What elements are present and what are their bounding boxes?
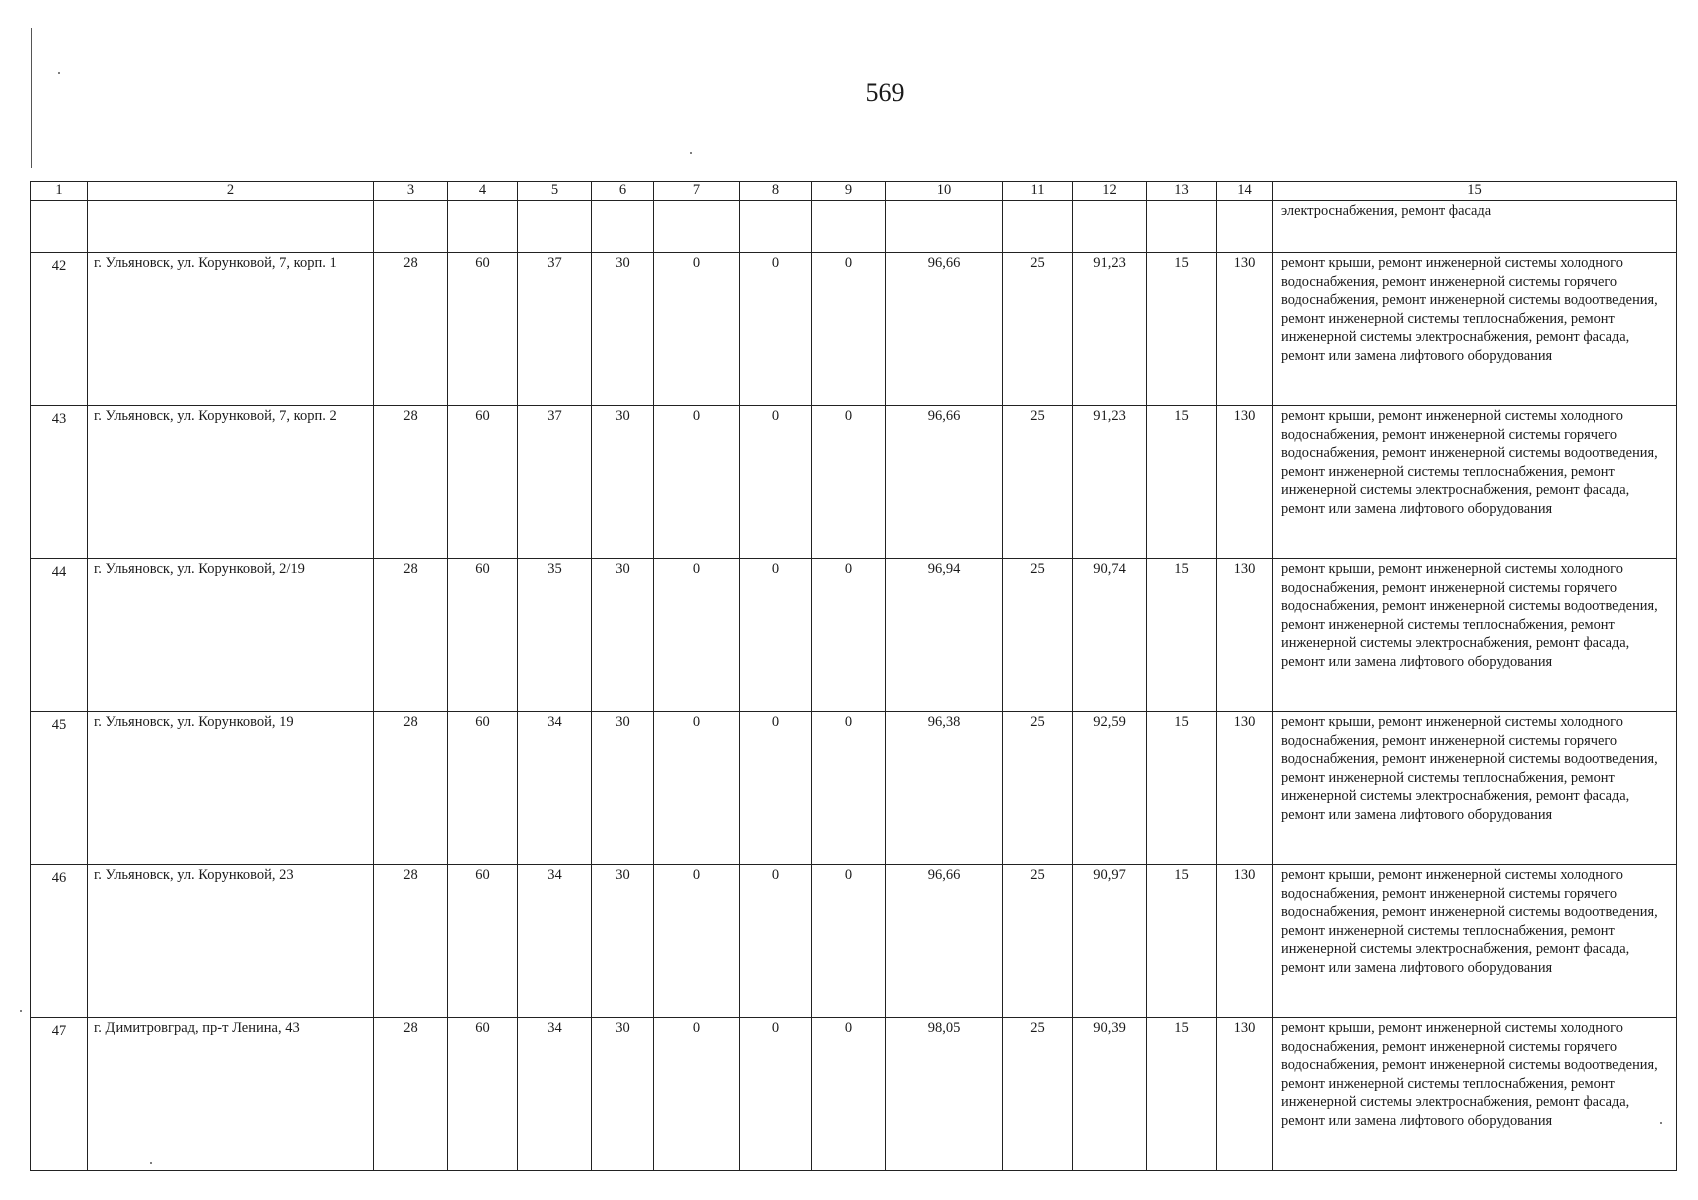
value-cell-c3: 28 xyxy=(374,1018,448,1171)
header-cell: 15 xyxy=(1273,182,1677,201)
value-cell-c5: 34 xyxy=(518,865,592,1018)
header-cell: 2 xyxy=(88,182,374,201)
header-cell: 1 xyxy=(31,182,88,201)
value-cell-c4: 60 xyxy=(448,865,518,1018)
empty-cell xyxy=(654,201,740,253)
value-cell-c5: 37 xyxy=(518,406,592,559)
header-cell: 8 xyxy=(740,182,812,201)
header-cell: 9 xyxy=(812,182,886,201)
table-row xyxy=(31,865,1677,1018)
value-cell-c5: 35 xyxy=(518,559,592,712)
value-cell-c4: 60 xyxy=(448,712,518,865)
value-cell-c10: 96,66 xyxy=(886,865,1003,1018)
value-cell-c12: 92,59 xyxy=(1073,712,1147,865)
row-number-cell: 46 xyxy=(31,865,88,1018)
value-cell-c12: 91,23 xyxy=(1073,253,1147,406)
value-cell-c11: 25 xyxy=(1003,1018,1073,1171)
value-cell-c3: 28 xyxy=(374,253,448,406)
header-cell: 10 xyxy=(886,182,1003,201)
scan-speck xyxy=(20,1010,22,1012)
value-cell-c10: 96,66 xyxy=(886,253,1003,406)
scan-speck xyxy=(58,72,60,74)
value-cell-c4: 60 xyxy=(448,253,518,406)
value-cell-c12: 91,23 xyxy=(1073,406,1147,559)
header-cell: 7 xyxy=(654,182,740,201)
value-cell-c4: 60 xyxy=(448,559,518,712)
value-cell-c8: 0 xyxy=(740,559,812,712)
value-cell-c11: 25 xyxy=(1003,865,1073,1018)
value-cell-c5: 34 xyxy=(518,712,592,865)
header-cell: 5 xyxy=(518,182,592,201)
value-cell-c13: 15 xyxy=(1147,559,1217,712)
empty-cell xyxy=(740,201,812,253)
works-cell: ремонт крыши, ремонт инженерной системы холодного водоснабжения, ремонт инженерной системы горячего водоснабжения, ремонт инженерной системы водоотведения, ремонт инженерной системы теплоснабжения, ремонт инженерной системы электроснабжения, ремонт фасада, ремонт или замена лифтового оборудования xyxy=(1273,406,1677,559)
value-cell-c3: 28 xyxy=(374,559,448,712)
header-cell: 4 xyxy=(448,182,518,201)
value-cell-c12: 90,97 xyxy=(1073,865,1147,1018)
value-cell-c14: 130 xyxy=(1217,406,1273,559)
value-cell-c7: 0 xyxy=(654,712,740,865)
empty-cell xyxy=(374,201,448,253)
empty-cell xyxy=(812,201,886,253)
empty-cell xyxy=(1147,201,1217,253)
row-number-cell: 43 xyxy=(31,406,88,559)
value-cell-c14: 130 xyxy=(1217,253,1273,406)
value-cell-c3: 28 xyxy=(374,865,448,1018)
value-cell-c10: 96,94 xyxy=(886,559,1003,712)
value-cell-c9: 0 xyxy=(812,559,886,712)
value-cell-c9: 0 xyxy=(812,712,886,865)
value-cell-c9: 0 xyxy=(812,253,886,406)
row-number-cell: 42 xyxy=(31,253,88,406)
value-cell-c14: 130 xyxy=(1217,865,1273,1018)
row-number-cell: 44 xyxy=(31,559,88,712)
empty-cell xyxy=(31,201,88,253)
value-cell-c5: 34 xyxy=(518,1018,592,1171)
row-number-cell: 47 xyxy=(31,1018,88,1171)
value-cell-c7: 0 xyxy=(654,406,740,559)
empty-cell xyxy=(1073,201,1147,253)
value-cell-c10: 96,66 xyxy=(886,406,1003,559)
table-row xyxy=(31,253,1677,406)
value-cell-c9: 0 xyxy=(812,1018,886,1171)
value-cell-c6: 30 xyxy=(592,253,654,406)
value-cell-c9: 0 xyxy=(812,865,886,1018)
value-cell-c14: 130 xyxy=(1217,559,1273,712)
value-cell-c3: 28 xyxy=(374,712,448,865)
empty-cell xyxy=(448,201,518,253)
value-cell-c9: 0 xyxy=(812,406,886,559)
address-cell: г. Ульяновск, ул. Корунковой, 19 xyxy=(88,712,374,865)
value-cell-c14: 130 xyxy=(1217,712,1273,865)
value-cell-c6: 30 xyxy=(592,712,654,865)
header-cell: 14 xyxy=(1217,182,1273,201)
empty-cell xyxy=(518,201,592,253)
table-row xyxy=(31,1018,1677,1171)
empty-cell xyxy=(1217,201,1273,253)
empty-cell xyxy=(1003,201,1073,253)
header-cell: 3 xyxy=(374,182,448,201)
value-cell-c4: 60 xyxy=(448,1018,518,1171)
value-cell-c12: 90,39 xyxy=(1073,1018,1147,1171)
works-cell: электроснабжения, ремонт фасада xyxy=(1273,201,1677,253)
value-cell-c12: 90,74 xyxy=(1073,559,1147,712)
value-cell-c10: 96,38 xyxy=(886,712,1003,865)
value-cell-c13: 15 xyxy=(1147,406,1217,559)
page-number: 569 xyxy=(865,78,905,107)
value-cell-c6: 30 xyxy=(592,406,654,559)
value-cell-c7: 0 xyxy=(654,865,740,1018)
value-cell-c11: 25 xyxy=(1003,712,1073,865)
value-cell-c6: 30 xyxy=(592,865,654,1018)
value-cell-c8: 0 xyxy=(740,1018,812,1171)
header-cell: 6 xyxy=(592,182,654,201)
header-cell: 12 xyxy=(1073,182,1147,201)
header-cell: 11 xyxy=(1003,182,1073,201)
empty-cell xyxy=(88,201,374,253)
value-cell-c11: 25 xyxy=(1003,559,1073,712)
value-cell-c8: 0 xyxy=(740,406,812,559)
continuation-row xyxy=(31,201,1677,253)
value-cell-c4: 60 xyxy=(448,406,518,559)
works-cell: ремонт крыши, ремонт инженерной системы холодного водоснабжения, ремонт инженерной системы горячего водоснабжения, ремонт инженерной системы водоотведения, ремонт инженерной системы теплоснабжения, ремонт инженерной системы электроснабжения, ремонт фасада, ремонт или замена лифтового оборудования xyxy=(1273,559,1677,712)
value-cell-c14: 130 xyxy=(1217,1018,1273,1171)
address-cell: г. Ульяновск, ул. Корунковой, 2/19 xyxy=(88,559,374,712)
value-cell-c10: 98,05 xyxy=(886,1018,1003,1171)
works-cell: ремонт крыши, ремонт инженерной системы холодного водоснабжения, ремонт инженерной системы горячего водоснабжения, ремонт инженерной системы водоотведения, ремонт инженерной системы теплоснабжения, ремонт инженерной системы электроснабжения, ремонт фасада, ремонт или замена лифтового оборудования xyxy=(1273,865,1677,1018)
works-cell: ремонт крыши, ремонт инженерной системы холодного водоснабжения, ремонт инженерной системы горячего водоснабжения, ремонт инженерной системы водоотведения, ремонт инженерной системы теплоснабжения, ремонт инженерной системы электроснабжения, ремонт фасада, ремонт или замена лифтового оборудования xyxy=(1273,1018,1677,1171)
value-cell-c8: 0 xyxy=(740,712,812,865)
address-cell: г. Ульяновск, ул. Корунковой, 23 xyxy=(88,865,374,1018)
table-row xyxy=(31,712,1677,865)
value-cell-c13: 15 xyxy=(1147,865,1217,1018)
works-cell: ремонт крыши, ремонт инженерной системы холодного водоснабжения, ремонт инженерной системы горячего водоснабжения, ремонт инженерной системы водоотведения, ремонт инженерной системы теплоснабжения, ремонт инженерной системы электроснабжения, ремонт фасада, ремонт или замена лифтового оборудования xyxy=(1273,712,1677,865)
value-cell-c7: 0 xyxy=(654,1018,740,1171)
value-cell-c11: 25 xyxy=(1003,406,1073,559)
value-cell-c13: 15 xyxy=(1147,253,1217,406)
empty-cell xyxy=(886,201,1003,253)
value-cell-c3: 28 xyxy=(374,406,448,559)
value-cell-c8: 0 xyxy=(740,253,812,406)
value-cell-c6: 30 xyxy=(592,559,654,712)
address-cell: г. Ульяновск, ул. Корунковой, 7, корп. 2 xyxy=(88,406,374,559)
column-number-header xyxy=(31,182,1677,201)
header-cell: 13 xyxy=(1147,182,1217,201)
row-number-cell: 45 xyxy=(31,712,88,865)
works-cell: ремонт крыши, ремонт инженерной системы холодного водоснабжения, ремонт инженерной системы горячего водоснабжения, ремонт инженерной системы водоотведения, ремонт инженерной системы теплоснабжения, ремонт инженерной системы электроснабжения, ремонт фасада, ремонт или замена лифтового оборудования xyxy=(1273,253,1677,406)
value-cell-c13: 15 xyxy=(1147,1018,1217,1171)
value-cell-c5: 37 xyxy=(518,253,592,406)
table-row xyxy=(31,559,1677,712)
address-cell: г. Ульяновск, ул. Корунковой, 7, корп. 1 xyxy=(88,253,374,406)
value-cell-c7: 0 xyxy=(654,559,740,712)
value-cell-c6: 30 xyxy=(592,1018,654,1171)
value-cell-c11: 25 xyxy=(1003,253,1073,406)
value-cell-c7: 0 xyxy=(654,253,740,406)
value-cell-c13: 15 xyxy=(1147,712,1217,865)
value-cell-c8: 0 xyxy=(740,865,812,1018)
address-cell: г. Димитровград, пр-т Ленина, 43 xyxy=(88,1018,374,1171)
empty-cell xyxy=(592,201,654,253)
table-row xyxy=(31,406,1677,559)
repair-schedule-table xyxy=(30,181,1677,1171)
scan-speck xyxy=(690,152,692,154)
